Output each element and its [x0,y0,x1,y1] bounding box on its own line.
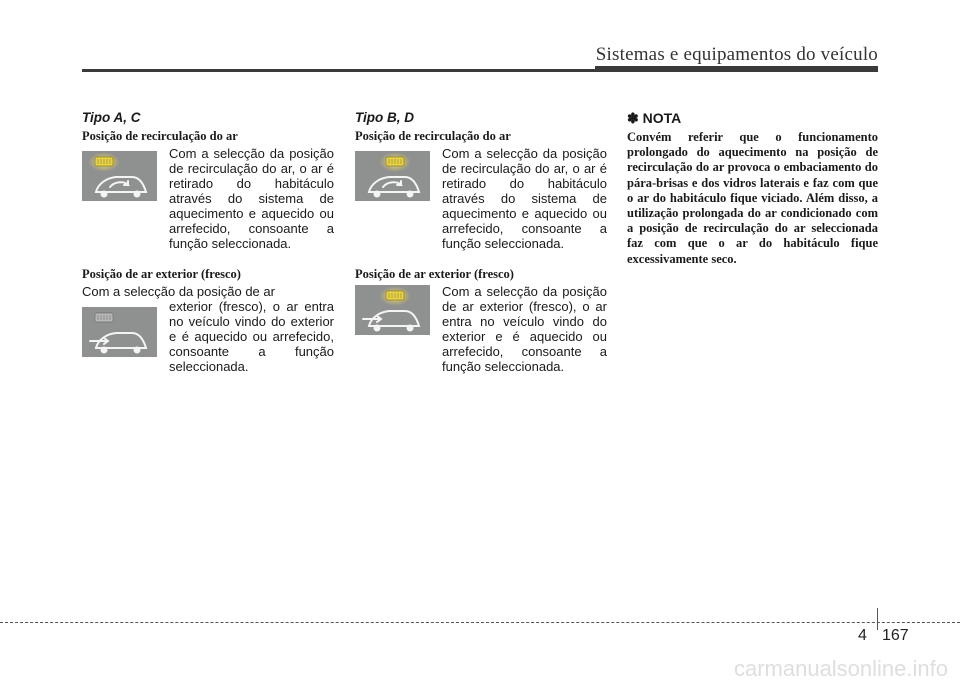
chapter-number: 4 [858,627,867,644]
fresh-air-description-first-line: Com a selecção da posição de ar [82,284,275,299]
recirculation-heading: Posição de recirculação do ar [82,129,238,143]
column-type-b-d [355,110,607,387]
type-heading: Tipo B, D [355,110,414,125]
fresh-air-heading: Posição de ar exterior (fresco) [355,267,514,281]
note-heading: ✽ NOTA [627,110,682,126]
section-title: Sistemas e equipamentos do veículo [595,44,878,65]
note-box [627,110,878,267]
fresh-air-entry [82,267,334,387]
recirculation-description: Com a selecção da posição de recirculação do ar, o ar é retirado do habitáculo através do sistema de aquecimento e aquecido ou arrefecido, consoante a função seleccionada. [169,146,334,251]
header-rule-accent [595,66,878,72]
fresh-air-heading: Posição de ar exterior (fresco) [82,267,241,281]
fresh-air-entry [355,267,607,387]
note-text: Convém referir que o funcionamento prolongado do aquecimento na posição de recirculação do ar provoca o embaciamento do pára-brisas e dos vidros laterais e faz com que o ar do habitáculo fique viciado. Além disso, a utilização prolongada do ar condicionado com a posição de recirculação do ar seleccionada faz com que o ar do habitáculo fique excessivamente seco. [627,130,878,266]
footer-rule [0,622,960,623]
recirculation-button-lit-icon [82,151,157,201]
fresh-air-description: exterior (fresco), o ar entra no veículo vindo do exterior e é aquecido ou arrefecido, consoante a função seleccionada. [169,299,334,374]
recirculation-description: Com a selecção da posição de recirculação do ar, o ar é retirado do habitáculo através do sistema de aquecimento e aquecido ou arrefecido, consoante a função seleccionada. [442,146,607,251]
recirculation-entry [82,129,334,251]
fresh-air-button-lit-icon [355,285,430,335]
fresh-air-button-unlit-icon [82,307,157,357]
fresh-air-description: Com a selecção da posição de ar exterior (fresco), o ar entra no veículo vindo do exterior e é aquecido ou arrefecido, consoante a função seleccionada. [442,284,607,374]
page-number: 167 [882,627,909,644]
footer-divider [877,608,878,630]
recirculation-heading: Posição de recirculação do ar [355,129,511,143]
recirculation-button-lit-icon [355,151,430,201]
column-type-a-c [82,110,334,387]
type-heading: Tipo A, C [82,110,141,125]
watermark: carmanualsonline.info [733,656,948,681]
recirculation-entry [355,129,607,251]
